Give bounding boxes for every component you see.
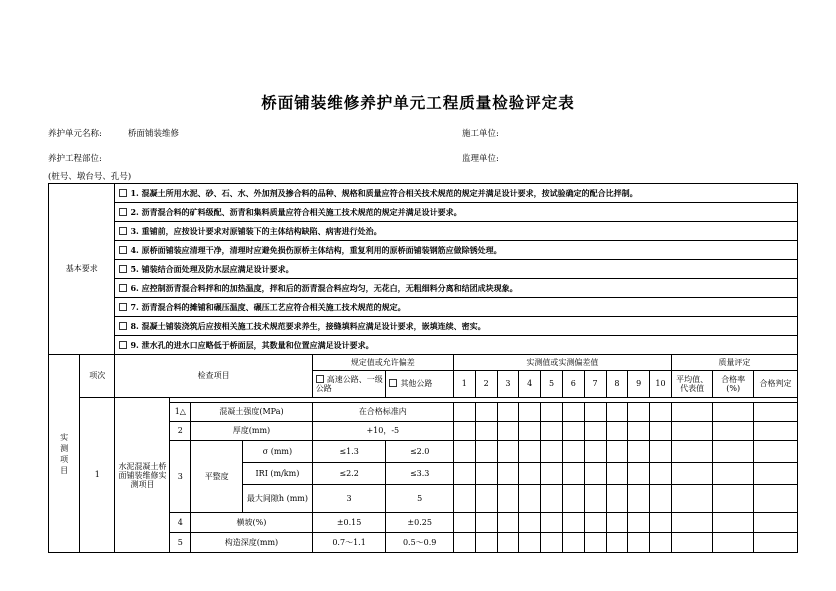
- checkbox-icon[interactable]: [119, 246, 127, 254]
- item-no: 3: [170, 441, 191, 513]
- pile-label: (桩号、墩台号、孔号): [48, 172, 132, 182]
- measured-section-label: 实测项目: [49, 355, 80, 553]
- item-name: 混凝土强度(MPa): [191, 403, 312, 422]
- checkbox-icon[interactable]: [119, 189, 127, 197]
- measure-col-number: 3: [497, 371, 519, 398]
- measure-col-number: 4: [519, 371, 541, 398]
- spec-value-b: ≤2.0: [386, 441, 453, 463]
- col-spec-header: 规定值或允许偏差: [312, 355, 453, 371]
- sub-item-name: 最大间隙h (mm): [243, 485, 313, 513]
- row-group-label: 水泥混凝土桥面铺装维修实测项目: [115, 398, 170, 553]
- measure-col-number: 10: [650, 371, 672, 398]
- item-no: 1△: [170, 403, 191, 422]
- spec-value: 在合格标准内: [312, 403, 453, 422]
- spec-value-a: 0.7～1.1: [312, 533, 386, 553]
- checkbox-icon[interactable]: [389, 379, 397, 387]
- spec-other-option[interactable]: 其他公路: [386, 371, 453, 398]
- project-part-label: 养护工程部位:: [48, 154, 102, 164]
- item-name: 平整度: [191, 441, 243, 513]
- checkbox-icon[interactable]: [119, 265, 127, 273]
- col-index-header: 项次: [80, 355, 115, 398]
- spec-value-a: ±0.15: [312, 513, 386, 533]
- sub-item-name: σ (mm): [243, 441, 313, 463]
- basic-req-item-1[interactable]: 1. 混凝土所用水泥、砂、石、水、外加剂及掺合料的品种、规格和质量应符合相关技术规范的规定并满足设计要求，按试验确定的配合比拌制。: [115, 184, 798, 203]
- spec-value-a: ≤2.2: [312, 463, 386, 485]
- spec-value-b: ±0.25: [386, 513, 453, 533]
- checkbox-icon[interactable]: [119, 227, 127, 235]
- construction-unit-label: 施工单位:: [462, 129, 499, 139]
- item-no: 4: [170, 513, 191, 533]
- supervision-unit-label: 监理单位:: [462, 154, 499, 164]
- measure-col-number: 8: [606, 371, 628, 398]
- spec-value-a: ≤1.3: [312, 441, 386, 463]
- spec-highway-option[interactable]: 高速公路、一级公路: [312, 371, 386, 398]
- basic-req-label: 基本要求: [49, 184, 115, 355]
- measure-col-number: 2: [475, 371, 497, 398]
- checkbox-icon[interactable]: [119, 341, 127, 349]
- unit-name-value[interactable]: 桥面铺装维修: [128, 129, 180, 139]
- measure-col-number: 7: [584, 371, 606, 398]
- checkbox-icon[interactable]: [119, 284, 127, 292]
- basic-req-item-6[interactable]: 6. 应控制沥青混合料拌和的加热温度，拌和后的沥青混合料应均匀，无花白，无粗细料分离和结团成块现象。: [115, 279, 798, 298]
- checkbox-icon[interactable]: [316, 375, 324, 383]
- basic-req-item-3[interactable]: 3. 重铺前，应按设计要求对原铺装下的主体结构缺陷、病害进行处治。: [115, 222, 798, 241]
- spec-value-b: 0.5～0.9: [386, 533, 453, 553]
- col-quality-header: 质量评定: [671, 355, 797, 371]
- checkbox-icon[interactable]: [119, 303, 127, 311]
- col-measured-header: 实测值或实测偏差值: [453, 355, 671, 371]
- basic-req-item-9[interactable]: 9. 泄水孔的进水口应略低于桥面层，其数量和位置应满足设计要求。: [115, 336, 798, 355]
- spec-value: +10，-5: [312, 422, 453, 441]
- measure-col-number: 1: [453, 371, 475, 398]
- col-avg-header: 平均值、代表值: [671, 371, 713, 398]
- item-name: 厚度(mm): [191, 422, 312, 441]
- item-no: 5: [170, 533, 191, 553]
- basic-req-item-4[interactable]: 4. 原桥面铺装应清理干净，清理时应避免损伤原桥主体结构，重复利用的原桥面铺装钢筋应做除锈处理。: [115, 241, 798, 260]
- item-no: 2: [170, 422, 191, 441]
- spec-value-b: ≤3.3: [386, 463, 453, 485]
- item-name: 横坡(%): [191, 513, 312, 533]
- row-index: 1: [80, 398, 115, 553]
- basic-req-item-7[interactable]: 7. 沥青混合料的摊铺和碾压温度、碾压工艺应符合相关施工技术规范的规定。: [115, 298, 798, 317]
- col-rate-header: 合格率(%): [713, 371, 753, 398]
- unit-name-label: 养护单元名称:: [48, 129, 102, 139]
- spec-value-a: 3: [312, 485, 386, 513]
- basic-req-item-2[interactable]: 2. 沥青混合料的矿料级配、沥青和集料质量应符合相关施工技术规范的规定并满足设计要求。: [115, 203, 798, 222]
- measure-col-number: 6: [562, 371, 584, 398]
- inspection-table: [48, 183, 798, 553]
- col-judge-header: 合格判定: [753, 371, 797, 398]
- col-item-header: 检查项目: [115, 355, 312, 398]
- page-title: 桥面铺装维修养护单元工程质量检验评定表: [261, 94, 575, 112]
- sub-item-name: IRI (m/km): [243, 463, 313, 485]
- measure-col-number: 5: [541, 371, 563, 398]
- checkbox-icon[interactable]: [119, 208, 127, 216]
- spec-value-b: 5: [386, 485, 453, 513]
- basic-req-item-5[interactable]: 5. 铺装结合面处理及防水层应满足设计要求。: [115, 260, 798, 279]
- checkbox-icon[interactable]: [119, 322, 127, 330]
- basic-req-item-8[interactable]: 8. 混凝土铺装浇筑后应按相关施工技术规范要求养生，接缝填料应满足设计要求，嵌填连续、密实。: [115, 317, 798, 336]
- item-name: 构造深度(mm): [191, 533, 312, 553]
- measure-col-number: 9: [628, 371, 650, 398]
